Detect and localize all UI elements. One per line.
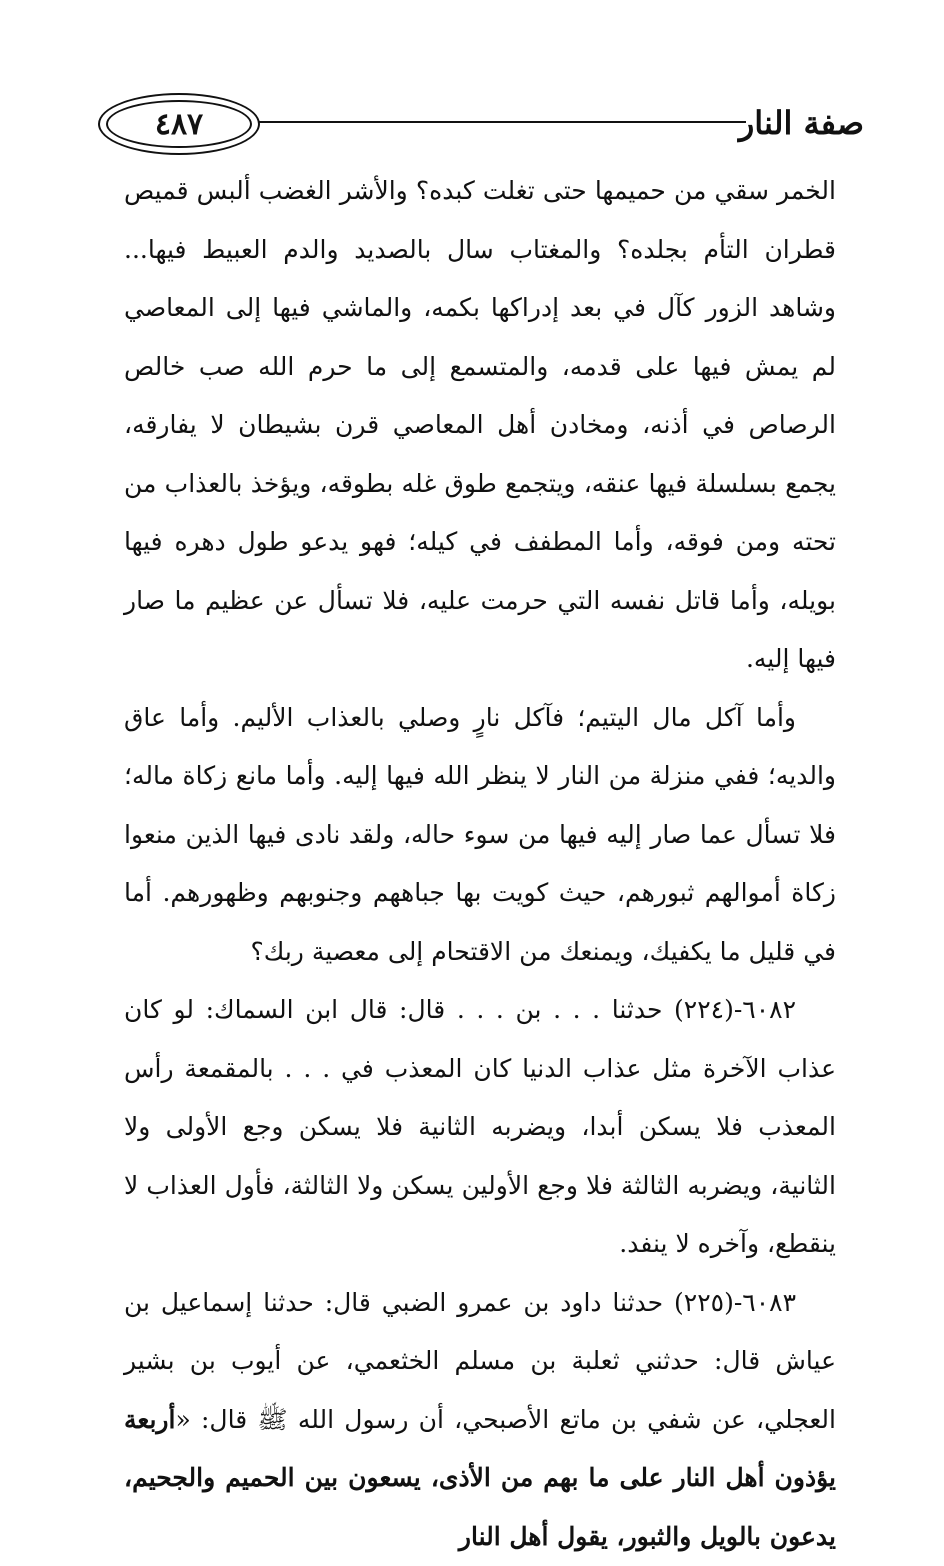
paragraph-1: الخمر سقي من حميمها حتى تغلت كبده؟ والأشر الغضب ألبس قميص قطران التأم بجلده؟ والمغتاب سال بالصديد والدم العبيط فيها... وشاهد الزور كآل في بعد إدراكها بكمه، والماشي فيها إلى المعاصي لم يمش فيها على قدمه، والمتسمع إلى ما حرم الله صب خالص الرصاص في أذنه، ومخادن أهل المعاصي قرن بشيطان لا يفارقه، يجمع بسلسلة فيها عنقه، ويتجمع طوق غله بطوقه، ويؤخذ بالعذاب من تحته ومن فوقه، وأما المطفف في كيله؛ فهو يدعو طول دهره فيها بويله، وأما قاتل نفسه التي حرمت عليه، فلا تسأل عن عظيم ما صار فيها إليه. xyxy=(124,162,836,689)
hadith-matn: أربعة يؤذون أهل النار على ما بهم من الأذى، يسعون بين الحميم والجحيم، يدعون بالويل والثبور، يقول أهل النار xyxy=(124,1405,836,1551)
body-text xyxy=(124,162,836,1566)
paragraph-hadith-6083 xyxy=(124,1274,836,1566)
page-header xyxy=(0,0,944,160)
running-title: صفة النار xyxy=(724,98,864,148)
hadith-isnad: ٦٠٨٣-(٢٢٥) حدثنا داود بن عمرو الضبي قال: حدثنا إسماعيل بن عياش قال: حدثني ثعلبة بن مسلم الخثعمي، عن أيوب بن بشير العجلي، عن شفي بن ماتع الأصبحي، أن رسول الله ﷺ قال: « xyxy=(124,1288,836,1434)
page-number: ٤٨٧ xyxy=(106,100,252,148)
paragraph-hadith-6082: ٦٠٨٢-(٢٢٤) حدثنا . . . بن . . . قال: قال ابن السماك: لو كان عذاب الآخرة مثل عذاب الدنيا كان المعذب في . . . بالمقمعة رأس المعذب فلا يسكن أبدا، ويضربه الثانية فلا يسكن وجع الأولى ولا الثانية، ويضربه الثالثة فلا وجع الأولين يسكن ولا الثالثة، فأول العذاب لا ينقطع، وآخره لا ينفد. xyxy=(124,981,836,1274)
page-number-frame xyxy=(98,93,260,155)
header-rule xyxy=(258,121,746,123)
paragraph-2: وأما آكل مال اليتيم؛ فآكل نارٍ وصلي بالعذاب الأليم. وأما عاق والديه؛ ففي منزلة من النار لا ينظر الله فيها إليه. وأما مانع زكاة ماله؛ فلا تسأل عما صار إليه فيها من سوء حاله، ولقد نادى فيها الذين منعوا زكاة أموالهم ثبورهم، حيث كويت بها جباههم وجنوبهم وظهورهم. أما في قليل ما يكفيك، ويمنعك من الاقتحام إلى معصية ربك؟ xyxy=(124,689,836,982)
